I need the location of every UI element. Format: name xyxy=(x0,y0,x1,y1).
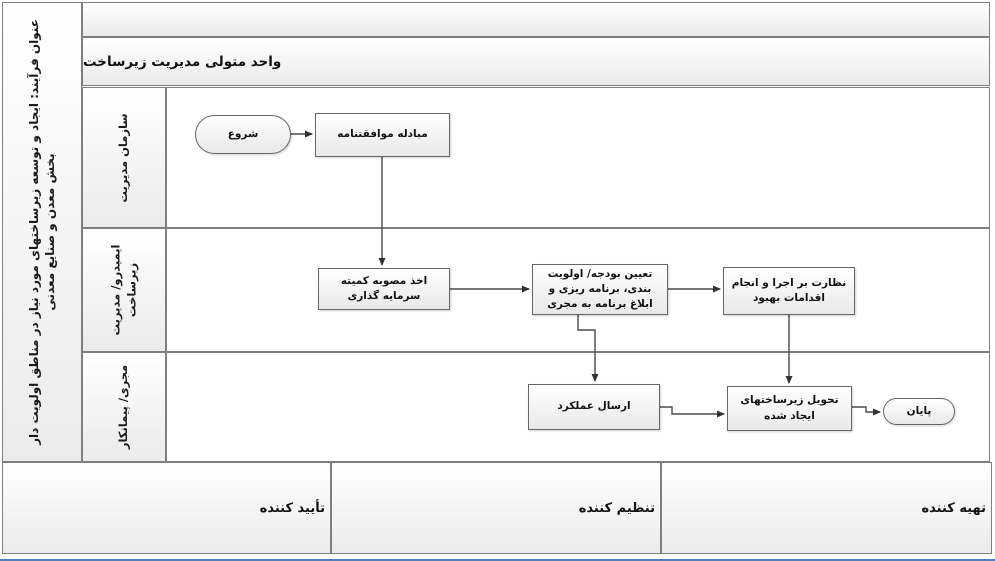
footer-approver-label: تأیید کننده xyxy=(259,500,325,516)
task-send-performance-label: ارسال عملکرد xyxy=(557,400,631,413)
start-terminator xyxy=(195,115,291,154)
lane-label-management-org-text: سازمان مدیریت xyxy=(116,112,131,203)
footer-compiler-label: تنظیم کننده xyxy=(578,500,655,516)
start-terminator-label: شروع xyxy=(227,127,259,140)
task-committee-approval xyxy=(318,268,450,310)
task-exchange-agreement xyxy=(315,113,450,157)
task-budget-planning xyxy=(532,264,668,315)
task-budget-planning-label: تعیین بودجه/ اولویت بندی، برنامه ریزی و ابلاغ برنامه به مجری xyxy=(547,267,653,311)
end-terminator-label: پایان xyxy=(906,404,932,417)
process-title-line1: عنوان فرآیند: ایجاد و توسعه زیرساختهای مورد نیاز در مناطق اولویت دار xyxy=(26,19,41,445)
owner-header-label: واحد متولی مدیریت زیرساخت xyxy=(83,53,282,70)
lane-label-executor-contractor-text: مجری/ پیمانکار xyxy=(116,364,131,450)
task-delivery xyxy=(727,386,852,431)
lane-label-imidro-infrastructure-text: ایمیدرو/ مدیریت زیرساخت xyxy=(108,244,138,336)
task-delivery-label: تحویل زیرساختهای ایجاد شده xyxy=(740,394,839,422)
end-terminator xyxy=(883,398,955,425)
task-committee-approval-label: اخذ مصوبه کمیته سرمایه گذاری xyxy=(340,274,428,302)
footer-preparer-label: تهیه کننده xyxy=(921,500,986,516)
task-exchange-agreement-label: مبادله موافقتنامه xyxy=(337,128,428,141)
task-send-performance xyxy=(528,384,660,430)
process-title-line2: بخش معدن و صنایع معدنی xyxy=(43,153,57,311)
task-supervision-label: نظارت بر اجرا و انجام اقدامات بهبود xyxy=(731,276,847,304)
task-supervision xyxy=(723,267,855,315)
